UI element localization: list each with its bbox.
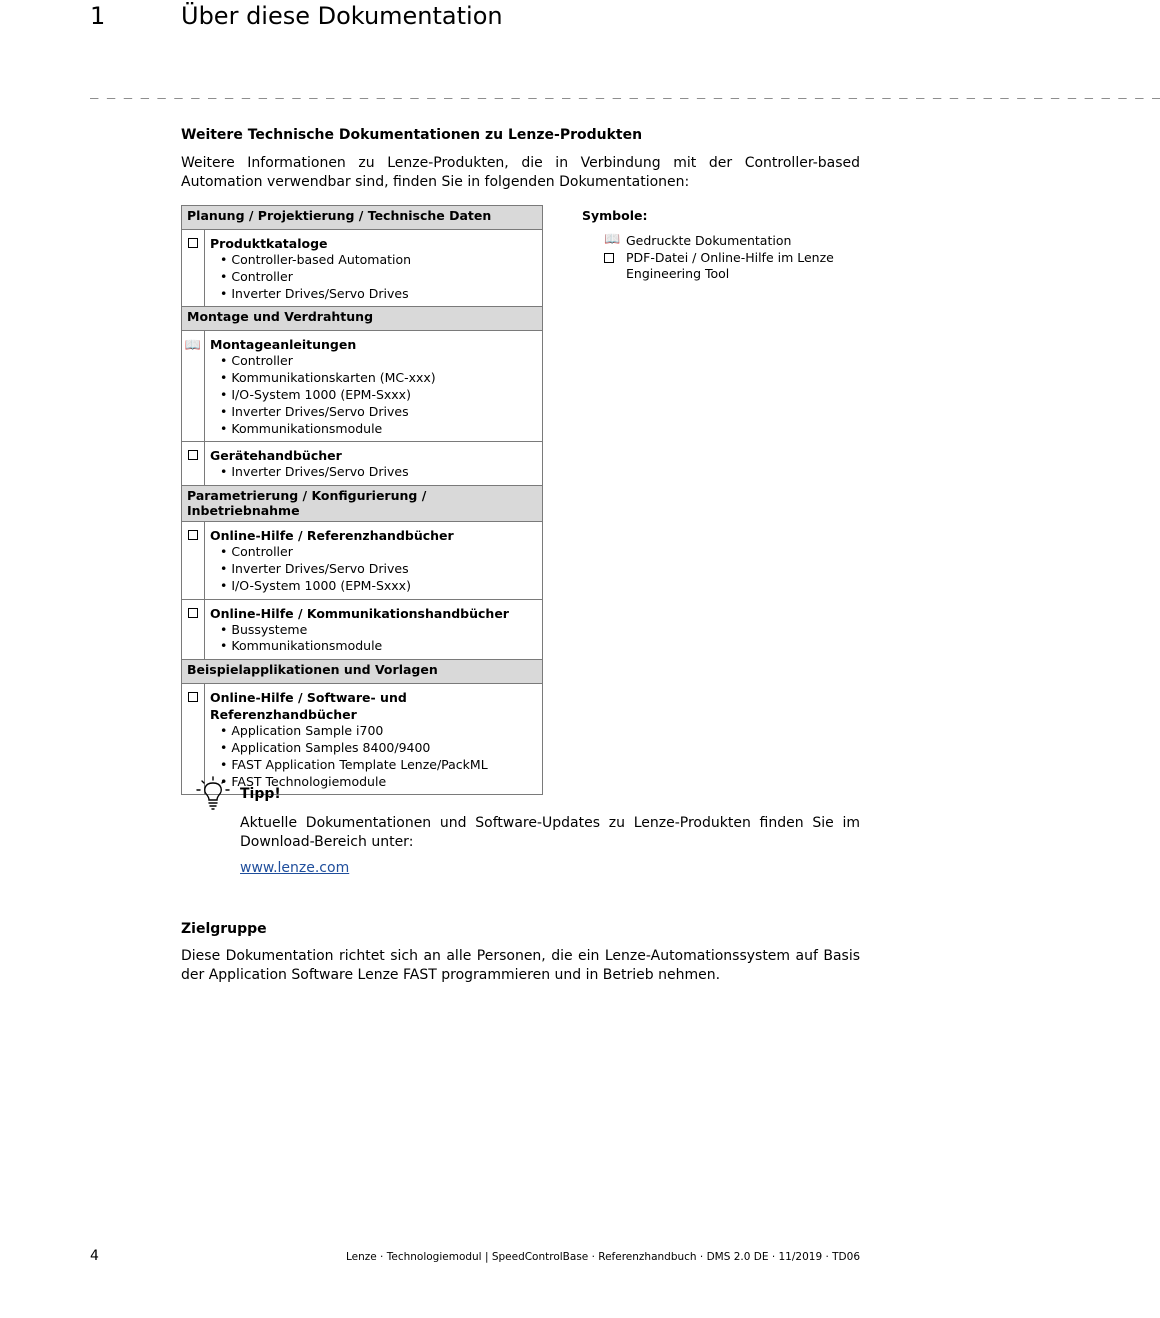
table-group-row bbox=[182, 599, 543, 660]
list-item: • Bussysteme bbox=[210, 622, 538, 639]
list-item: • Kommunikationsmodule bbox=[210, 638, 538, 655]
tip-title: Tipp! bbox=[240, 786, 281, 802]
list-item: • Inverter Drives/Servo Drives bbox=[210, 286, 538, 303]
list-item: • Inverter Drives/Servo Drives bbox=[210, 404, 538, 421]
category-title: Planung / Projektierung / Technische Daten bbox=[182, 206, 543, 230]
docs-section-intro: Weitere Informationen zu Lenze-Produkten, die in Verbindung mit der Controller-based Automation verwendbar sind, finden Sie in folgenden Dokumentationen: bbox=[181, 155, 860, 190]
group-title: Montageanleitungen bbox=[210, 337, 357, 353]
table-group-row bbox=[182, 522, 543, 599]
target-group-heading: Zielgruppe bbox=[181, 921, 267, 937]
list-item: • Controller bbox=[210, 353, 538, 370]
list-item: • I/O-System 1000 (EPM-Sxxx) bbox=[210, 578, 538, 595]
symbols-label: Symbole: bbox=[582, 208, 648, 223]
book-icon: 📖 bbox=[604, 232, 621, 247]
category-title: Beispielapplikationen und Vorlagen bbox=[182, 660, 543, 684]
documentation-table bbox=[181, 205, 543, 795]
target-group-text: Diese Dokumentation richtet sich an alle Personen, die ein Lenze-Automationssystem auf Basis der Application Software Lenze FAST programmieren und in Betrieb nehmen. bbox=[181, 948, 860, 983]
list-item: • FAST Technologiemodule bbox=[210, 774, 538, 791]
pdf-icon bbox=[188, 238, 198, 248]
table-group-row bbox=[182, 684, 543, 795]
tip-text: Aktuelle Dokumentationen und Software-Updates zu Lenze-Produkten finden Sie im Download-Bereich unter: bbox=[240, 815, 860, 850]
list-item: • FAST Application Template Lenze/PackML bbox=[210, 757, 538, 774]
header-separator: _ _ _ _ _ _ _ _ _ _ _ _ _ _ _ _ _ _ _ _ _ _ _ _ _ _ _ _ _ _ _ _ _ _ _ _ _ _ _ _ _ _ _ _ _ _ _ _ _ _ _ _ _ _ _ _ _ _ _ _ _ _ _ _ bbox=[90, 83, 1160, 99]
symbols-legend bbox=[582, 208, 862, 283]
symbol-entry-printed bbox=[582, 233, 862, 249]
list-item: • Inverter Drives/Servo Drives bbox=[210, 464, 538, 481]
symbol-entry-pdf bbox=[582, 250, 862, 282]
group-title: Online-Hilfe / Software- und Referenzhandbücher bbox=[210, 690, 407, 723]
page-number: 4 bbox=[90, 1248, 99, 1264]
pdf-icon bbox=[188, 530, 198, 540]
group-title: Produktkataloge bbox=[210, 236, 328, 251]
chapter-title: Über diese Dokumentation bbox=[181, 2, 503, 30]
group-title: Gerätehandbücher bbox=[210, 448, 342, 464]
docs-section-heading: Weitere Technische Dokumentationen zu Lenze-Produkten bbox=[181, 127, 643, 143]
table-category-row bbox=[182, 486, 543, 522]
lightbulb-icon bbox=[196, 776, 230, 810]
table-category-row bbox=[182, 307, 543, 331]
list-item: • I/O-System 1000 (EPM-Sxxx) bbox=[210, 387, 538, 404]
book-icon: 📖 bbox=[184, 338, 202, 354]
table-group-row bbox=[182, 442, 543, 486]
list-item: • Application Sample i700 bbox=[210, 723, 538, 740]
list-item: • Controller bbox=[210, 544, 538, 561]
group-title: Online-Hilfe / Referenzhandbücher bbox=[210, 528, 454, 544]
list-item: • Application Samples 8400/9400 bbox=[210, 740, 538, 757]
category-title: Montage und Verdrahtung bbox=[182, 307, 543, 331]
footer-text: Lenze · Technologiemodul | SpeedControlBase · Referenzhandbuch · DMS 2.0 DE · 11/2019 · TD06 bbox=[345, 1251, 860, 1263]
download-link[interactable]: www.lenze.com bbox=[240, 860, 350, 876]
pdf-icon bbox=[188, 608, 198, 618]
pdf-icon bbox=[604, 251, 614, 267]
list-item: • Controller-based Automation bbox=[210, 252, 538, 269]
table-category-row bbox=[182, 660, 543, 684]
list-item: • Inverter Drives/Servo Drives bbox=[210, 561, 538, 578]
symbol-entry-text: PDF-Datei / Online-Hilfe im Lenze Engineering Tool bbox=[626, 250, 834, 281]
list-item: • Controller bbox=[210, 269, 538, 286]
list-item: • Kommunikationskarten (MC-xxx) bbox=[210, 370, 538, 387]
table-category-row bbox=[182, 206, 543, 230]
pdf-icon bbox=[188, 692, 198, 702]
chapter-number: 1 bbox=[90, 2, 106, 30]
pdf-icon bbox=[188, 450, 198, 460]
category-title: Parametrierung / Konfigurierung / Inbetriebnahme bbox=[182, 486, 543, 522]
symbol-entry-text: Gedruckte Dokumentation bbox=[626, 233, 792, 248]
list-item: • Kommunikationsmodule bbox=[210, 421, 538, 438]
table-group-row bbox=[182, 230, 543, 307]
table-group-row bbox=[182, 331, 543, 442]
group-title: Online-Hilfe / Kommunikationshandbücher bbox=[210, 605, 509, 621]
